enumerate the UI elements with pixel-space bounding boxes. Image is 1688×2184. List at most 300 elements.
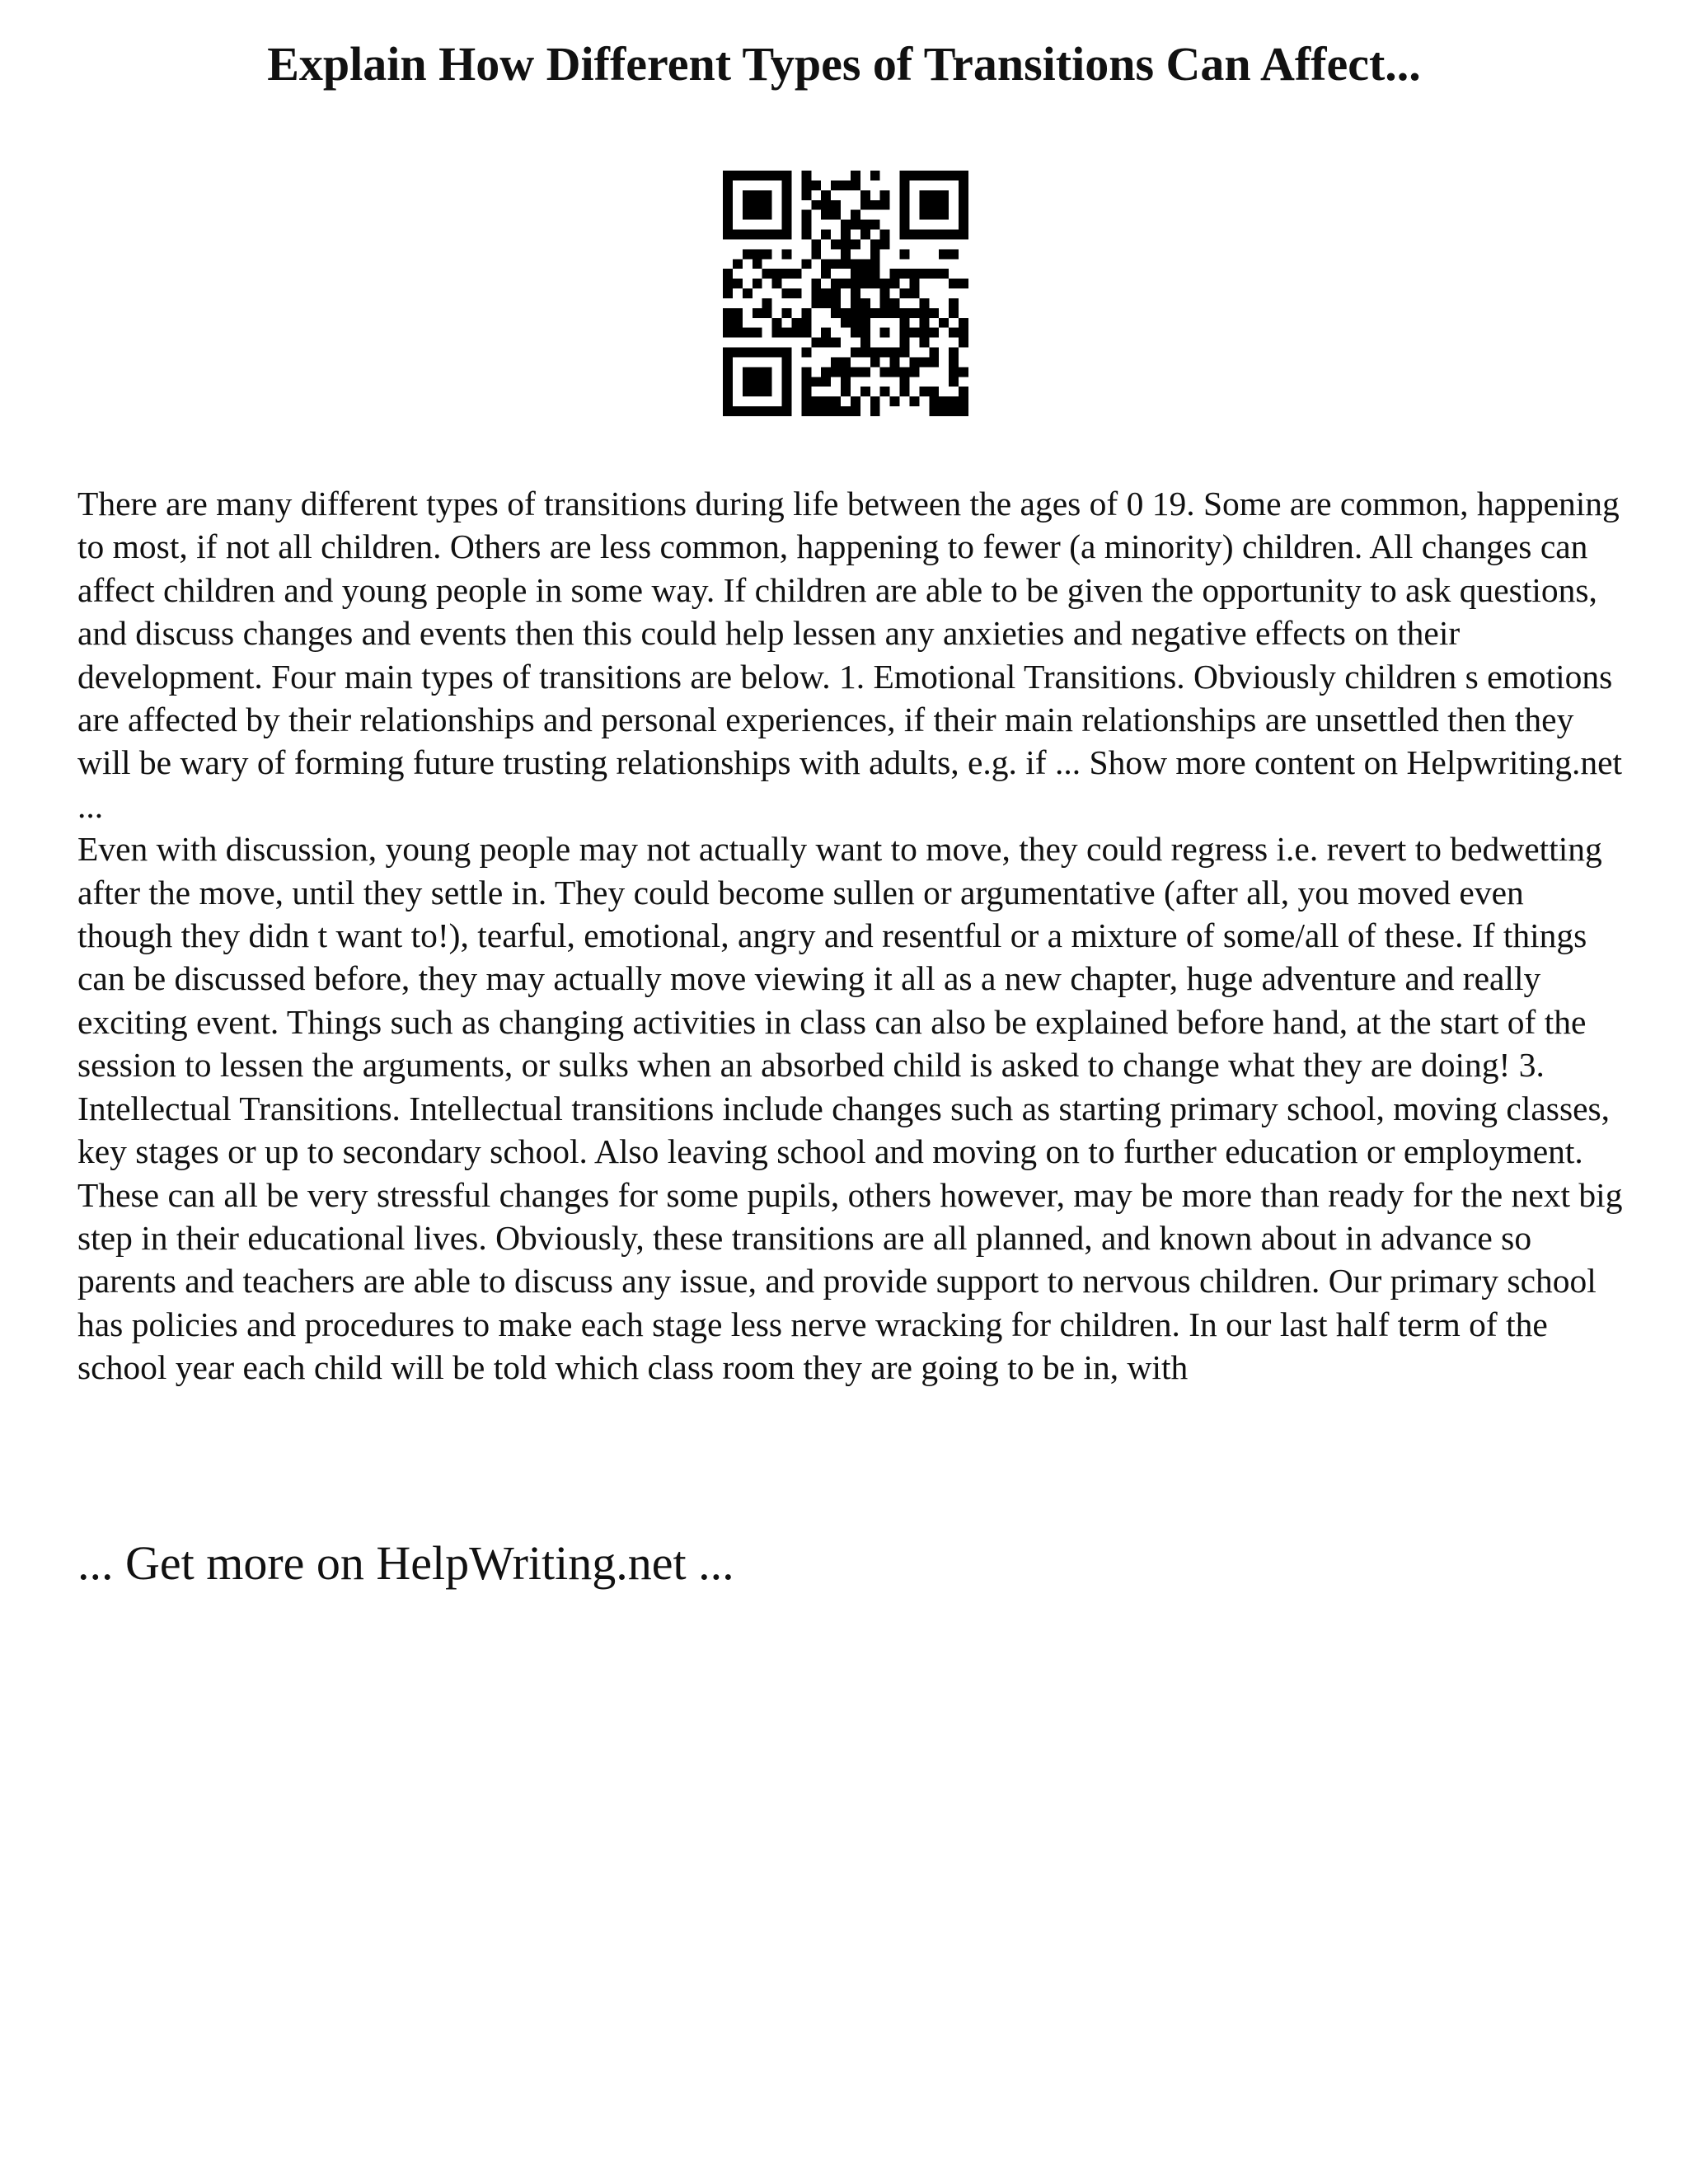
qr-module bbox=[801, 190, 811, 200]
qr-module bbox=[939, 171, 949, 180]
qr-module bbox=[801, 377, 811, 387]
qr-module bbox=[870, 220, 880, 230]
qr-module bbox=[890, 308, 900, 318]
qr-module bbox=[870, 308, 880, 318]
qr-module bbox=[723, 288, 733, 298]
qr-module bbox=[909, 269, 919, 279]
qr-module bbox=[723, 387, 733, 396]
qr-module bbox=[870, 357, 880, 367]
qr-module bbox=[900, 220, 910, 230]
qr-module bbox=[860, 348, 870, 358]
qr-module bbox=[841, 357, 851, 367]
qr-module bbox=[900, 230, 910, 240]
qr-module bbox=[723, 328, 733, 338]
qr-module bbox=[801, 308, 811, 318]
qr-module bbox=[831, 396, 841, 406]
qr-module bbox=[959, 220, 968, 230]
qr-module bbox=[753, 348, 762, 358]
qr-module bbox=[811, 200, 821, 210]
qr-module bbox=[880, 387, 890, 396]
qr-module bbox=[753, 367, 762, 377]
qr-module bbox=[860, 338, 870, 348]
qr-module bbox=[959, 396, 968, 406]
qr-module bbox=[743, 367, 753, 377]
qr-module bbox=[743, 328, 753, 338]
qr-module bbox=[821, 298, 831, 308]
qr-module bbox=[929, 171, 939, 180]
qr-module bbox=[939, 318, 949, 328]
article-paragraph-1: There are many different types of transitions during life between the ages of 0 19. Some are common, happening to most, if not all children. Others are less common, happening to fewer (a minority) children. All changes can affect children and young people in some way. If children are able to be given the opportunity to ask questions, and discuss changes and events then this could help lessen any anxieties and negative effects on their development. Four main types of transitions are below. 1. Emotional Transitions. Obviously children s emotions are affected by their relationships and personal experiences, if their main relationships are unsettled then they will be wary of forming future trusting relationships with adults, e.g. if ... Show more content on Helpwriting.net ... bbox=[77, 485, 1623, 825]
qr-module bbox=[782, 308, 792, 318]
qr-module bbox=[831, 239, 841, 249]
qr-module bbox=[743, 387, 753, 396]
qr-module bbox=[851, 367, 860, 377]
qr-module bbox=[880, 279, 890, 288]
qr-module bbox=[949, 406, 959, 416]
qr-module bbox=[743, 200, 753, 210]
qr-module bbox=[851, 180, 860, 190]
qr-module bbox=[900, 288, 910, 298]
qr-module bbox=[801, 318, 811, 328]
qr-module bbox=[723, 406, 733, 416]
qr-module bbox=[870, 259, 880, 269]
qr-module bbox=[743, 190, 753, 200]
qr-module bbox=[909, 357, 919, 367]
qr-module bbox=[959, 190, 968, 200]
qr-module bbox=[762, 348, 772, 358]
qr-module bbox=[959, 200, 968, 210]
qr-module bbox=[890, 357, 900, 367]
qr-module bbox=[841, 377, 851, 387]
qr-module bbox=[801, 406, 811, 416]
qr-module bbox=[733, 328, 743, 338]
qr-module bbox=[801, 396, 811, 406]
qr-module bbox=[782, 367, 792, 377]
qr-module bbox=[821, 396, 831, 406]
qr-module bbox=[782, 288, 792, 298]
qr-module bbox=[831, 308, 841, 318]
qr-module bbox=[743, 249, 753, 259]
qr-module bbox=[880, 239, 890, 249]
qr-module bbox=[782, 190, 792, 200]
qr-module bbox=[851, 328, 860, 338]
qr-module bbox=[929, 200, 939, 210]
qr-module bbox=[949, 171, 959, 180]
qr-module bbox=[821, 190, 831, 200]
qr-module bbox=[772, 269, 782, 279]
qr-module bbox=[900, 190, 910, 200]
qr-module bbox=[860, 318, 870, 328]
qr-module bbox=[782, 230, 792, 240]
qr-module bbox=[762, 190, 772, 200]
qr-module bbox=[929, 396, 939, 406]
qr-module bbox=[831, 288, 841, 298]
qr-module bbox=[870, 249, 880, 259]
qr-module bbox=[782, 348, 792, 358]
qr-module bbox=[959, 406, 968, 416]
qr-module bbox=[880, 298, 890, 308]
qr-module bbox=[753, 249, 762, 259]
qr-module bbox=[900, 249, 910, 259]
qr-module bbox=[753, 259, 762, 269]
qr-module bbox=[919, 308, 929, 318]
qr-module bbox=[870, 348, 880, 358]
qr-module bbox=[723, 348, 733, 358]
qr-module bbox=[851, 210, 860, 220]
qr-module bbox=[909, 288, 919, 298]
qr-module bbox=[821, 259, 831, 269]
article-paragraph-2: Even with discussion, young people may not actually want to move, they could regress i.e. revert to bedwetting after the move, until they settle in. They could become sullen or argumentative (after all, you moved even though they didn t want to!), tearful, emotional, angry and resentful or a mixture of some/all of these. If things can be discussed before, they may actually move viewing it all as a new chapter, huge adventure and really exciting event. Things such as changing activities in class can also be explained before hand, at the start of the session to lessen the arguments, or sulks when an absorbed child is asked to change what they are doing! 3. Intellectual Transitions. Intellectual transitions include changes such as starting primary school, moving classes, key stages or up to secondary school. Also leaving school and moving on to further education or employment. These can all be very stressful changes for some pupils, others however, may be more than ready for the next big step in their educational lives. Obviously, these transitions are all planned, and known about in advance so parents and teachers are able to discuss any issue, and provide support to nervous children. Our primary school has policies and procedures to make each stage less nerve wracking for children. In our last half term of the school year each child will be told which class room they are going to be in, with bbox=[77, 830, 1623, 1387]
qr-module bbox=[801, 220, 811, 230]
qr-module bbox=[762, 200, 772, 210]
qr-module bbox=[860, 279, 870, 288]
qr-module bbox=[762, 249, 772, 259]
qr-module bbox=[949, 367, 959, 377]
qr-module bbox=[753, 200, 762, 210]
qr-module bbox=[919, 171, 929, 180]
qr-module bbox=[801, 367, 811, 377]
qr-module bbox=[949, 249, 959, 259]
qr-module bbox=[909, 171, 919, 180]
qr-module bbox=[919, 298, 929, 308]
qr-module bbox=[939, 406, 949, 416]
qr-module bbox=[929, 190, 939, 200]
qr-module bbox=[890, 269, 900, 279]
qr-module bbox=[801, 230, 811, 240]
qr-module bbox=[841, 387, 851, 396]
qr-module bbox=[880, 230, 890, 240]
qr-module bbox=[733, 279, 743, 288]
qr-module bbox=[959, 318, 968, 328]
qr-module bbox=[949, 396, 959, 406]
qr-module bbox=[900, 180, 910, 190]
qr-module bbox=[723, 269, 733, 279]
qr-module bbox=[851, 220, 860, 230]
page-title: Explain How Different Types of Transitions Can Affect... bbox=[267, 37, 1421, 91]
qr-module bbox=[909, 396, 919, 406]
qr-module bbox=[919, 318, 929, 328]
qr-module bbox=[782, 200, 792, 210]
qr-module bbox=[939, 230, 949, 240]
qr-module bbox=[909, 308, 919, 318]
qr-module bbox=[841, 406, 851, 416]
qr-module bbox=[831, 259, 841, 269]
qr-module bbox=[860, 230, 870, 240]
qr-module bbox=[762, 308, 772, 318]
qr-module bbox=[841, 367, 851, 377]
qr-module bbox=[919, 200, 929, 210]
qr-module bbox=[929, 269, 939, 279]
qr-module bbox=[949, 328, 959, 338]
qr-module bbox=[890, 279, 900, 288]
qr-module bbox=[801, 180, 811, 190]
qr-module bbox=[801, 387, 811, 396]
qr-module bbox=[782, 396, 792, 406]
qr-module bbox=[860, 190, 870, 200]
qr-module bbox=[753, 210, 762, 220]
qr-module bbox=[821, 288, 831, 298]
qr-module bbox=[959, 171, 968, 180]
qr-module bbox=[929, 357, 939, 367]
qr-module bbox=[959, 328, 968, 338]
qr-module bbox=[811, 279, 821, 288]
qr-module bbox=[880, 367, 890, 377]
qr-module bbox=[949, 348, 959, 358]
qr-module bbox=[870, 239, 880, 249]
qr-module bbox=[831, 367, 841, 377]
qr-module bbox=[851, 171, 860, 180]
qr-module bbox=[811, 249, 821, 259]
qr-module bbox=[841, 239, 851, 249]
qr-module bbox=[772, 230, 782, 240]
qr-module bbox=[959, 210, 968, 220]
qr-module bbox=[900, 367, 910, 377]
qr-module bbox=[929, 406, 939, 416]
qr-code-icon bbox=[723, 171, 968, 416]
qr-module bbox=[919, 338, 929, 348]
qr-module bbox=[723, 308, 733, 318]
qr-module bbox=[919, 210, 929, 220]
qr-module bbox=[831, 406, 841, 416]
qr-module bbox=[791, 269, 801, 279]
qr-module bbox=[762, 298, 772, 308]
qr-module bbox=[919, 387, 929, 396]
qr-module bbox=[811, 298, 821, 308]
qr-module bbox=[959, 367, 968, 377]
qr-module bbox=[860, 200, 870, 210]
qr-module bbox=[870, 279, 880, 288]
qr-module bbox=[733, 259, 743, 269]
qr-module bbox=[821, 200, 831, 210]
qr-module bbox=[753, 171, 762, 180]
qr-module bbox=[851, 406, 860, 416]
qr-module bbox=[801, 210, 811, 220]
qr-module bbox=[860, 269, 870, 279]
qr-module bbox=[723, 377, 733, 387]
qr-module bbox=[900, 338, 910, 348]
qr-module bbox=[831, 279, 841, 288]
qr-module bbox=[929, 210, 939, 220]
qr-module bbox=[762, 387, 772, 396]
qr-module bbox=[772, 171, 782, 180]
qr-module bbox=[723, 396, 733, 406]
qr-module bbox=[782, 377, 792, 387]
qr-module bbox=[801, 171, 811, 180]
qr-module bbox=[939, 396, 949, 406]
qr-module bbox=[821, 210, 831, 220]
qr-module bbox=[733, 406, 743, 416]
qr-module bbox=[753, 230, 762, 240]
qr-module bbox=[959, 230, 968, 240]
get-more-link[interactable]: ... Get more on HelpWriting.net ... bbox=[77, 1536, 734, 1590]
qr-module bbox=[762, 367, 772, 377]
qr-module bbox=[762, 230, 772, 240]
qr-module bbox=[753, 406, 762, 416]
qr-module bbox=[851, 396, 860, 406]
qr-module bbox=[782, 357, 792, 367]
qr-module bbox=[870, 406, 880, 416]
qr-module bbox=[723, 171, 733, 180]
qr-module bbox=[860, 387, 870, 396]
qr-module bbox=[929, 348, 939, 358]
qr-module bbox=[909, 328, 919, 338]
qr-module bbox=[919, 230, 929, 240]
qr-module bbox=[890, 396, 900, 406]
qr-module bbox=[949, 298, 959, 308]
qr-module bbox=[723, 279, 733, 288]
qr-module bbox=[782, 220, 792, 230]
qr-module bbox=[880, 190, 890, 200]
qr-module bbox=[743, 377, 753, 387]
qr-module bbox=[753, 190, 762, 200]
qr-module bbox=[733, 171, 743, 180]
qr-module bbox=[949, 308, 959, 318]
qr-module bbox=[801, 348, 811, 358]
qr-module bbox=[723, 367, 733, 377]
qr-module bbox=[939, 200, 949, 210]
qr-module bbox=[762, 210, 772, 220]
qr-module bbox=[753, 387, 762, 396]
qr-module bbox=[870, 269, 880, 279]
qr-module bbox=[821, 338, 831, 348]
qr-module bbox=[900, 318, 910, 328]
qr-module bbox=[723, 210, 733, 220]
qr-module bbox=[919, 357, 929, 367]
qr-module bbox=[821, 367, 831, 377]
qr-module bbox=[841, 308, 851, 318]
qr-module bbox=[723, 357, 733, 367]
qr-module bbox=[723, 180, 733, 190]
qr-module bbox=[870, 200, 880, 210]
qr-module bbox=[821, 377, 831, 387]
qr-module bbox=[929, 387, 939, 396]
qr-module bbox=[821, 230, 831, 240]
qr-module bbox=[772, 406, 782, 416]
qr-module bbox=[743, 406, 753, 416]
qr-module bbox=[811, 377, 821, 387]
qr-module bbox=[743, 288, 753, 298]
qr-module bbox=[723, 190, 733, 200]
qr-module bbox=[860, 259, 870, 269]
qr-module bbox=[959, 279, 968, 288]
qr-module bbox=[880, 308, 890, 318]
qr-module bbox=[782, 210, 792, 220]
qr-module bbox=[821, 406, 831, 416]
qr-module bbox=[772, 318, 782, 328]
qr-module bbox=[939, 249, 949, 259]
qr-module bbox=[919, 269, 929, 279]
qr-module bbox=[762, 269, 772, 279]
qr-module bbox=[860, 220, 870, 230]
qr-module bbox=[723, 200, 733, 210]
qr-module bbox=[900, 308, 910, 318]
qr-module bbox=[841, 279, 851, 288]
qr-module bbox=[772, 328, 782, 338]
qr-module bbox=[880, 328, 890, 338]
qr-module bbox=[900, 210, 910, 220]
qr-module bbox=[909, 367, 919, 377]
qr-module bbox=[919, 328, 929, 338]
qr-module bbox=[841, 220, 851, 230]
qr-module bbox=[851, 239, 860, 249]
qr-module bbox=[811, 239, 821, 249]
qr-module bbox=[723, 230, 733, 240]
qr-module bbox=[939, 210, 949, 220]
qr-module bbox=[900, 387, 910, 396]
qr-module bbox=[841, 230, 851, 240]
qr-module bbox=[851, 288, 860, 298]
qr-module bbox=[939, 269, 949, 279]
qr-module bbox=[733, 230, 743, 240]
qr-module bbox=[811, 406, 821, 416]
qr-module bbox=[949, 279, 959, 288]
qr-module bbox=[900, 200, 910, 210]
qr-module bbox=[811, 180, 821, 190]
qr-module bbox=[762, 377, 772, 387]
qr-module bbox=[870, 396, 880, 406]
qr-module bbox=[772, 348, 782, 358]
qr-module bbox=[831, 200, 841, 210]
qr-module bbox=[753, 308, 762, 318]
qr-module bbox=[801, 259, 811, 269]
qr-module bbox=[949, 377, 959, 387]
qr-module bbox=[831, 180, 841, 190]
qr-module bbox=[851, 318, 860, 328]
qr-module bbox=[791, 318, 801, 328]
qr-module bbox=[831, 338, 841, 348]
qr-module bbox=[782, 406, 792, 416]
qr-module bbox=[772, 279, 782, 288]
qr-module bbox=[929, 328, 939, 338]
qr-module bbox=[782, 328, 792, 338]
qr-module bbox=[841, 259, 851, 269]
qr-module bbox=[831, 210, 841, 220]
qr-module bbox=[841, 318, 851, 328]
qr-module bbox=[743, 230, 753, 240]
qr-module bbox=[841, 249, 851, 259]
qr-module bbox=[753, 279, 762, 288]
qr-module bbox=[723, 318, 733, 328]
qr-module bbox=[851, 269, 860, 279]
qr-module bbox=[851, 298, 860, 308]
qr-module bbox=[782, 171, 792, 180]
qr-module bbox=[900, 377, 910, 387]
qr-module bbox=[900, 269, 910, 279]
qr-module bbox=[929, 308, 939, 318]
qr-module bbox=[900, 328, 910, 338]
qr-module bbox=[919, 190, 929, 200]
qr-module bbox=[949, 357, 959, 367]
qr-module bbox=[811, 338, 821, 348]
qr-module bbox=[949, 230, 959, 240]
qr-module bbox=[811, 396, 821, 406]
qr-module bbox=[821, 269, 831, 279]
qr-module bbox=[890, 298, 900, 308]
qr-module bbox=[782, 180, 792, 190]
qr-module bbox=[782, 387, 792, 396]
qr-module bbox=[860, 328, 870, 338]
qr-module bbox=[753, 377, 762, 387]
qr-module bbox=[929, 230, 939, 240]
qr-module bbox=[860, 367, 870, 377]
qr-module bbox=[959, 338, 968, 348]
qr-module bbox=[900, 348, 910, 358]
qr-module bbox=[753, 328, 762, 338]
qr-module bbox=[743, 348, 753, 358]
qr-module bbox=[851, 259, 860, 269]
qr-module bbox=[909, 230, 919, 240]
qr-module bbox=[801, 328, 811, 338]
